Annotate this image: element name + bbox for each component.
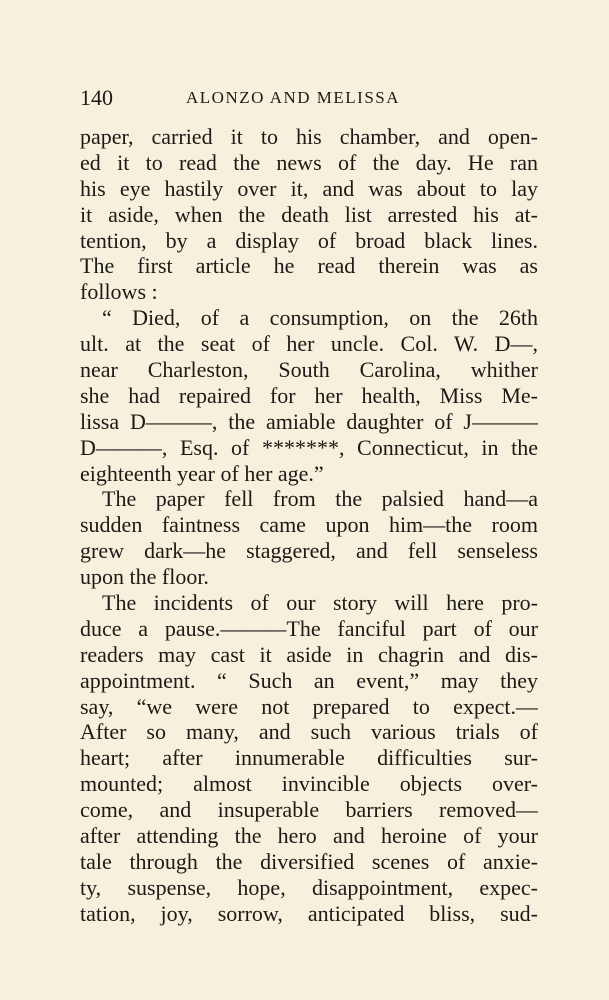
text-line: follows : xyxy=(80,279,158,305)
text-line: heart; after innumerable difficulties sur- xyxy=(80,745,538,771)
text-line: ed it to read the news of the day. He ran xyxy=(80,149,538,175)
text-line: The first article he read therein was as xyxy=(80,253,538,279)
text-line: D———, Esq. of *******, Connecticut, in the xyxy=(80,434,538,460)
running-title: ALONZO AND MELISSA xyxy=(186,88,400,107)
text-line: appointment. “ Such an event,” may they xyxy=(80,667,538,693)
text-line: after attending the hero and heroine of your xyxy=(80,823,538,849)
page-number: 140 xyxy=(80,85,113,110)
text-line: ty, suspense, hope, disappointment, expec- xyxy=(80,874,538,900)
text-line: it aside, when the death list arrested his at- xyxy=(80,201,538,227)
text-line: lissa D———, the amiable daughter of J——— xyxy=(80,408,538,434)
text-line: eighteenth year of her age.” xyxy=(80,460,324,486)
text-line: near Charleston, South Carolina, whither xyxy=(80,357,538,383)
text-line: tation, joy, sorrow, anticipated bliss, sud- xyxy=(80,900,538,926)
text-line: she had repaired for her health, Miss Me- xyxy=(80,382,538,408)
text-line: duce a pause.———The fanciful part of our xyxy=(80,615,538,641)
text-line: readers may cast it aside in chagrin and dis- xyxy=(80,641,538,667)
text-line: paper, carried it to his chamber, and open- xyxy=(80,124,538,149)
text-line: sudden faintness came upon him—the room xyxy=(80,512,538,538)
text-line: ult. at the seat of her uncle. Col. W. D—, xyxy=(80,331,538,357)
text-line: say, “we were not prepared to expect.— xyxy=(80,693,538,719)
text-line: tale through the diversified scenes of anxie- xyxy=(80,848,538,874)
text-line: his eye hastily over it, and was about to lay xyxy=(80,175,538,201)
text-line: come, and insuperable barriers removed— xyxy=(80,797,538,823)
page-header xyxy=(80,84,540,112)
text-line: upon the floor. xyxy=(80,564,209,590)
text-line: After so many, and such various trials of xyxy=(80,719,538,745)
text-line: grew dark—he staggered, and fell senseless xyxy=(80,538,538,564)
text-line: The incidents of our story will here pro- xyxy=(102,590,538,616)
text-line: tention, by a display of broad black lines. xyxy=(80,227,538,253)
body-text xyxy=(80,124,538,927)
text-line: The paper fell from the palsied hand—a xyxy=(102,486,538,512)
text-line: mounted; almost invincible objects over- xyxy=(80,771,538,797)
text-line: “ Died, of a consumption, on the 26th xyxy=(102,305,538,331)
